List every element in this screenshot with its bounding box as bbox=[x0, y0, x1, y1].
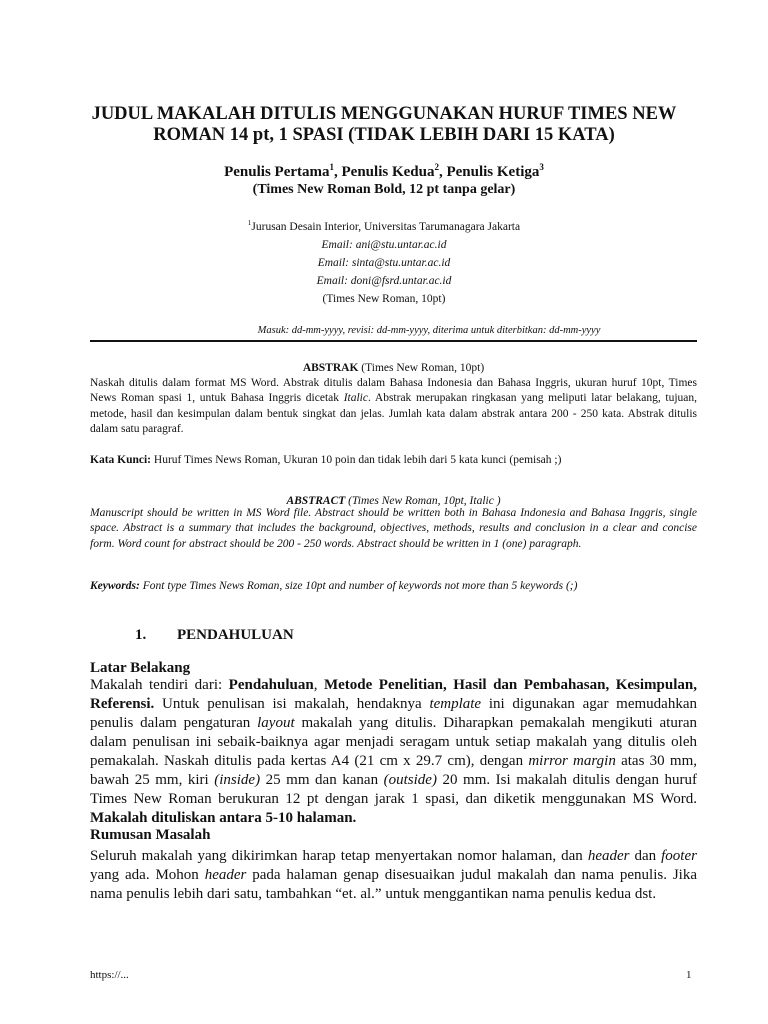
text-run-italic: (inside) bbox=[214, 772, 261, 788]
keywords bbox=[90, 579, 697, 594]
affiliation-mark: 1 bbox=[247, 219, 252, 228]
kata-kunci bbox=[90, 453, 697, 468]
author-affiliation-mark: 3 bbox=[539, 162, 544, 172]
author-format-note: (Times New Roman Bold, 12 pt tanpa gelar) bbox=[252, 182, 516, 197]
text-run-italic: layout bbox=[257, 715, 295, 731]
text-run-italic: template bbox=[429, 696, 482, 712]
keywords-text: Font type Times News Roman, size 10pt and number of keywords not more than 5 keywords (;) bbox=[139, 580, 578, 592]
text-run-italic: header bbox=[204, 867, 247, 883]
text-run: , bbox=[313, 677, 324, 693]
text-run: yang ada. Mohon bbox=[90, 867, 205, 883]
section-title: PENDAHULUAN bbox=[177, 627, 294, 643]
author-name: Penulis Ketiga bbox=[446, 164, 540, 180]
footer-url: https://... bbox=[90, 969, 129, 981]
abstrak-heading bbox=[90, 361, 697, 376]
author-affiliation-mark: 1 bbox=[329, 162, 335, 172]
section-heading bbox=[135, 626, 294, 644]
text-run: atas 30 mm, bawah 25 mm, kiri bbox=[90, 753, 697, 788]
paper-title: JUDUL MAKALAH DITULIS MENGGUNAKAN HURUF TIMES NEW ROMAN 14 pt, 1 SPASI (TIDAK LEBIH DARI 15 KATA) bbox=[91, 104, 677, 145]
email: Email: sinta@stu.untar.ac.id bbox=[317, 257, 451, 269]
abstract-text: Manuscript should be written in MS Word file. Abstract should be written both in Bahasa Indonesia and Bahasa Inggris, single space. Abstract is a summary that includes the background, objectives, methods, results and conclusion in a clear and concise form. Word count for abstract should be 200 - 250 words. Abstract should be written in 1 (one) paragraph. bbox=[90, 507, 697, 550]
text-run-italic: mirror margin bbox=[528, 753, 616, 769]
text-run: ini digunakan agar memudahkan penulis dalam pengaturan bbox=[90, 696, 697, 731]
text-run-italic: header bbox=[587, 848, 630, 864]
text-run: 20 mm. Isi makalah ditulis dengan huruf Times New Roman berukuran 12 pt dengan jarak 1 spasi, dan diketik menggunakan MS Word. bbox=[90, 772, 697, 807]
text-run: dan bbox=[629, 848, 662, 864]
text-run: Untuk penulisan isi makalah, hendaknya bbox=[154, 696, 430, 712]
abstrak-text-part: Naskah ditulis dalam format MS Word. Abstrak ditulis dalam Bahasa Indonesia dan Bahasa Inggris, ukuran huruf 10pt, Times News Roman spasi 1, untuk Bahasa Inggris dicetak bbox=[90, 377, 697, 405]
email: Email: ani@stu.untar.ac.id bbox=[321, 239, 447, 251]
affiliation bbox=[0, 218, 768, 236]
body-paragraph bbox=[90, 676, 697, 828]
header-divider bbox=[90, 340, 697, 342]
text-run-italic: (outside) bbox=[383, 772, 437, 788]
body-paragraph bbox=[90, 847, 697, 904]
text-run-italic: footer bbox=[661, 848, 697, 864]
section-number: 1. bbox=[135, 627, 147, 643]
text-run: Seluruh makalah yang dikirimkan harap tetap menyertakan nomor halaman, dan bbox=[90, 848, 588, 864]
abstrak-text bbox=[90, 376, 697, 438]
email: Email: doni@fsrd.untar.ac.id bbox=[316, 275, 452, 287]
text-run: pada halaman genap disesuaikan judul makalah dan nama penulis. Jika nama penulis lebih dari satu, tambahkan “et. al.” untuk menggantikan nama penulis kedua dst. bbox=[90, 867, 698, 902]
text-run-bold: Metode Penelitian, Hasil dan Pembahasan, Kesimpulan, Referensi. bbox=[90, 677, 697, 712]
abstract-heading-note: (Times New Roman, 10pt, Italic ) bbox=[345, 495, 501, 507]
author-name: Penulis Kedua bbox=[341, 164, 435, 180]
text-run: 25 mm dan kanan bbox=[260, 772, 384, 788]
author-name: Penulis Pertama bbox=[224, 164, 330, 180]
text-run: makalah yang ditulis. Diharapkan pemakalah mengikuti aturan dalam penulisan ini sebaik-baiknya agar menjadi seragam untuk setiap makalah yang ditulis oleh pemakalah. Naskah ditulis pada kertas A4 (21 cm x 29.7 cm), dengan bbox=[90, 715, 697, 769]
text-run: Makalah tendiri dari: bbox=[90, 677, 229, 693]
subsection-heading: Latar Belakang bbox=[90, 660, 191, 676]
abstrak-text-part: . Abstrak merupakan ringkasan yang meliputi latar belakang, tujuan, metode, hasil dan kesimpulan dalam bentuk singkat dan jelas. Jumlah kata dalam abstrak antara 200 - 250 kata. Abstrak ditulis dalam satu paragraf. bbox=[90, 392, 697, 436]
abstract-heading-label: ABSTRACT bbox=[286, 495, 346, 507]
abstrak-heading-note: (Times New Roman, 10pt) bbox=[358, 362, 485, 374]
text-run-bold: Makalah dituliskan antara 5-10 halaman. bbox=[90, 810, 357, 826]
subsection-heading: Rumusan Masalah bbox=[90, 827, 211, 843]
institution: Jurusan Desain Interior, Universitas Tarumanagara Jakarta bbox=[251, 221, 521, 233]
page-number: 1 bbox=[686, 969, 692, 981]
kata-kunci-text: Huruf Times News Roman, Ukuran 10 poin dan tidak lebih dari 5 kata kunci (pemisah ;) bbox=[151, 454, 562, 466]
affiliation-format-note: (Times New Roman, 10pt) bbox=[322, 293, 446, 305]
keywords-label: Keywords: bbox=[90, 580, 140, 592]
abstrak-heading-label: ABSTRAK bbox=[302, 362, 359, 374]
author-affiliation-mark: 2 bbox=[434, 162, 439, 172]
submission-dates: Masuk: dd-mm-yyyy, revisi: dd-mm-yyyy, diterima untuk diterbitkan: dd-mm-yyyy bbox=[257, 325, 601, 336]
abstrak-text-italic: Italic bbox=[343, 392, 368, 405]
author-list: Penulis Pertama$^1$, Penulis Kedua$^2$, Penulis Ketiga$^3$ bbox=[224, 162, 544, 180]
text-run-bold: Pendahuluan bbox=[228, 677, 314, 693]
kata-kunci-label: Kata Kunci: bbox=[90, 454, 152, 466]
